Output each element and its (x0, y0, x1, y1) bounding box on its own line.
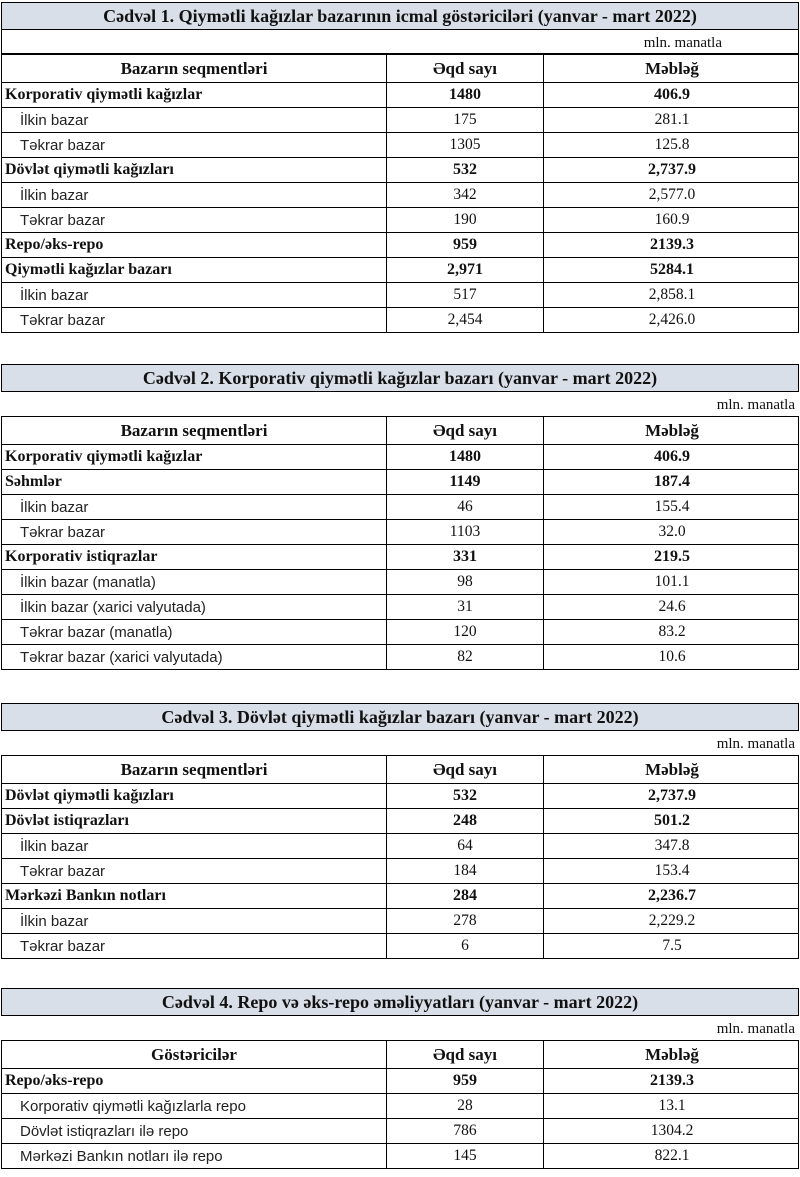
unit-label: mln. manatla (1, 30, 799, 54)
table-title: Cədvəl 2. Korporativ qiymətli kağızlar bazarı (yanvar - mart 2022) (1, 364, 799, 392)
row-label: Dövlət qiymətli kağızları (5, 161, 174, 178)
row-count: 46 (386, 495, 543, 519)
row-count: 2,454 (386, 308, 543, 332)
table-row (1, 884, 799, 909)
row-count: 31 (386, 595, 543, 619)
row-label: Təkrar bazar (20, 862, 106, 880)
row-count: 98 (386, 570, 543, 594)
row-amount: 2139.3 (543, 1069, 800, 1093)
row-label: İlkin bazar (xarici valyutada) (20, 598, 206, 616)
column-header-indicators: Göstəricilər (151, 1044, 237, 1064)
row-amount: 125.8 (543, 133, 800, 157)
row-amount: 347.8 (543, 834, 800, 858)
table-row (1, 1144, 799, 1169)
row-label: Repo/əks-repo (5, 1072, 104, 1089)
row-label: Təkrar bazar (20, 523, 106, 541)
table-row (1, 545, 799, 570)
row-count: 284 (386, 884, 543, 908)
row-label: Təkrar bazar (20, 136, 106, 154)
row-count: 1305 (386, 133, 543, 157)
row-count: 145 (386, 1144, 543, 1168)
row-label: Dövlət istiqrazları ilə repo (20, 1122, 189, 1140)
row-amount: 1304.2 (543, 1119, 800, 1143)
row-label: İlkin bazar (20, 111, 89, 129)
table-title: Cədvəl 3. Dövlət qiymətli kağızlar bazarı (yanvar - mart 2022) (1, 703, 799, 731)
row-count: 1480 (386, 83, 543, 107)
row-label: Dövlət qiymətli kağızları (5, 787, 174, 804)
row-count: 6 (386, 934, 543, 958)
row-label: Təkrar bazar (manatla) (20, 623, 173, 641)
table-4 (1, 988, 799, 1169)
row-count: 532 (386, 784, 543, 808)
table-header (1, 54, 799, 83)
row-amount: 13.1 (543, 1094, 800, 1118)
row-count: 786 (386, 1119, 543, 1143)
column-header-amount: Məbləğ (543, 1041, 800, 1068)
row-amount: 2,229.2 (543, 909, 800, 933)
row-count: 82 (386, 645, 543, 669)
table-title: Cədvəl 4. Repo və əks-repo əməliyyatları (yanvar - mart 2022) (1, 988, 799, 1016)
row-amount: 160.9 (543, 208, 800, 232)
table-row (1, 495, 799, 520)
row-count: 248 (386, 809, 543, 833)
table-row (1, 520, 799, 545)
row-count: 184 (386, 859, 543, 883)
table-row (1, 809, 799, 834)
table-row (1, 183, 799, 208)
table-row (1, 283, 799, 308)
row-amount: 101.1 (543, 570, 800, 594)
row-amount: 406.9 (543, 445, 800, 469)
table-row (1, 158, 799, 183)
row-count: 278 (386, 909, 543, 933)
table-row (1, 595, 799, 620)
row-label: İlkin bazar (20, 498, 89, 516)
row-count: 959 (386, 233, 543, 257)
table-row (1, 133, 799, 158)
row-label: Korporativ qiymətli kağızlar (5, 448, 203, 465)
row-label: Repo/əks-repo (5, 236, 104, 253)
row-label: Korporativ istiqrazlar (5, 548, 158, 565)
row-amount: 24.6 (543, 595, 800, 619)
row-label: İlkin bazar (20, 186, 89, 204)
row-count: 342 (386, 183, 543, 207)
row-label: Təkrar bazar (xarici valyutada) (20, 648, 223, 666)
row-label: Qiymətli kağızlar bazarı (5, 261, 172, 278)
row-amount: 7.5 (543, 934, 800, 958)
table-row (1, 570, 799, 595)
column-header-count: Əqd sayı (386, 756, 543, 783)
table-1 (1, 2, 799, 333)
row-count: 532 (386, 158, 543, 182)
row-amount: 2,236.7 (543, 884, 800, 908)
table-row (1, 645, 799, 670)
row-amount: 2,858.1 (543, 283, 800, 307)
row-amount: 501.2 (543, 809, 800, 833)
column-header-amount: Məbləğ (543, 55, 800, 82)
row-label: İlkin bazar (manatla) (20, 573, 156, 591)
unit-label: mln. manatla (716, 397, 795, 413)
row-label: Mərkəzi Bankın notları (5, 887, 166, 904)
column-header-amount: Məbləğ (543, 756, 800, 783)
row-amount: 2,577.0 (543, 183, 800, 207)
column-header-count: Əqd sayı (386, 1041, 543, 1068)
row-count: 64 (386, 834, 543, 858)
table-row (1, 620, 799, 645)
row-count: 1149 (386, 470, 543, 494)
row-count: 1103 (386, 520, 543, 544)
row-label: Dövlət istiqrazları (5, 812, 129, 829)
unit-label: mln. manatla (716, 736, 795, 752)
row-label: Korporativ qiymətli kağızlarla repo (20, 1097, 246, 1115)
row-amount: 10.6 (543, 645, 800, 669)
row-count: 175 (386, 108, 543, 132)
row-label: Korporativ qiymətli kağızlar (5, 86, 203, 103)
row-amount: 155.4 (543, 495, 800, 519)
column-header-amount: Məbləğ (543, 417, 800, 444)
row-label: Təkrar bazar (20, 211, 106, 229)
row-count: 2,971 (386, 258, 543, 282)
table-row (1, 108, 799, 133)
column-header-segments: Bazarın seqmentləri (120, 759, 268, 779)
row-label: İlkin bazar (20, 837, 89, 855)
row-label: Səhmlər (5, 473, 62, 490)
row-amount: 153.4 (543, 859, 800, 883)
row-amount: 5284.1 (543, 258, 800, 282)
row-label: Təkrar bazar (20, 937, 106, 955)
row-amount: 281.1 (543, 108, 800, 132)
table-header (1, 416, 799, 445)
row-amount: 822.1 (543, 1144, 800, 1168)
row-label: İlkin bazar (20, 912, 89, 930)
row-count: 517 (386, 283, 543, 307)
row-amount: 187.4 (543, 470, 800, 494)
row-count: 959 (386, 1069, 543, 1093)
column-header-count: Əqd sayı (386, 417, 543, 444)
row-label: Təkrar bazar (20, 311, 106, 329)
table-row (1, 445, 799, 470)
table-header (1, 755, 799, 784)
column-header-segments: Bazarın seqmentləri (120, 420, 268, 440)
row-amount: 2139.3 (543, 233, 800, 257)
table-row (1, 233, 799, 258)
unit-label: mln. manatla (716, 1021, 795, 1037)
table-row (1, 834, 799, 859)
table-row (1, 934, 799, 959)
table-row (1, 1119, 799, 1144)
table-row (1, 258, 799, 283)
table-row (1, 784, 799, 809)
row-count: 331 (386, 545, 543, 569)
table-row (1, 909, 799, 934)
row-count: 120 (386, 620, 543, 644)
row-count: 190 (386, 208, 543, 232)
table-3 (1, 703, 799, 959)
row-label: İlkin bazar (20, 286, 89, 304)
row-count: 28 (386, 1094, 543, 1118)
row-count: 1480 (386, 445, 543, 469)
table-row (1, 859, 799, 884)
row-amount: 406.9 (543, 83, 800, 107)
column-header-count: Əqd sayı (386, 55, 543, 82)
row-amount: 219.5 (543, 545, 800, 569)
table-row (1, 308, 799, 333)
row-amount: 2,737.9 (543, 158, 800, 182)
table-header (1, 1040, 799, 1069)
column-header-segments: Bazarın seqmentləri (120, 58, 268, 78)
table-row (1, 208, 799, 233)
table-title: Cədvəl 1. Qiymətli kağızlar bazarının icmal göstəriciləri (yanvar - mart 2022) (1, 2, 799, 30)
table-2 (1, 364, 799, 670)
row-amount: 32.0 (543, 520, 800, 544)
row-amount: 2,426.0 (543, 308, 800, 332)
table-row (1, 470, 799, 495)
table-row (1, 1094, 799, 1119)
row-amount: 83.2 (543, 620, 800, 644)
row-label: Mərkəzi Bankın notları ilə repo (20, 1147, 223, 1165)
row-amount: 2,737.9 (543, 784, 800, 808)
table-row (1, 83, 799, 108)
table-row (1, 1069, 799, 1094)
